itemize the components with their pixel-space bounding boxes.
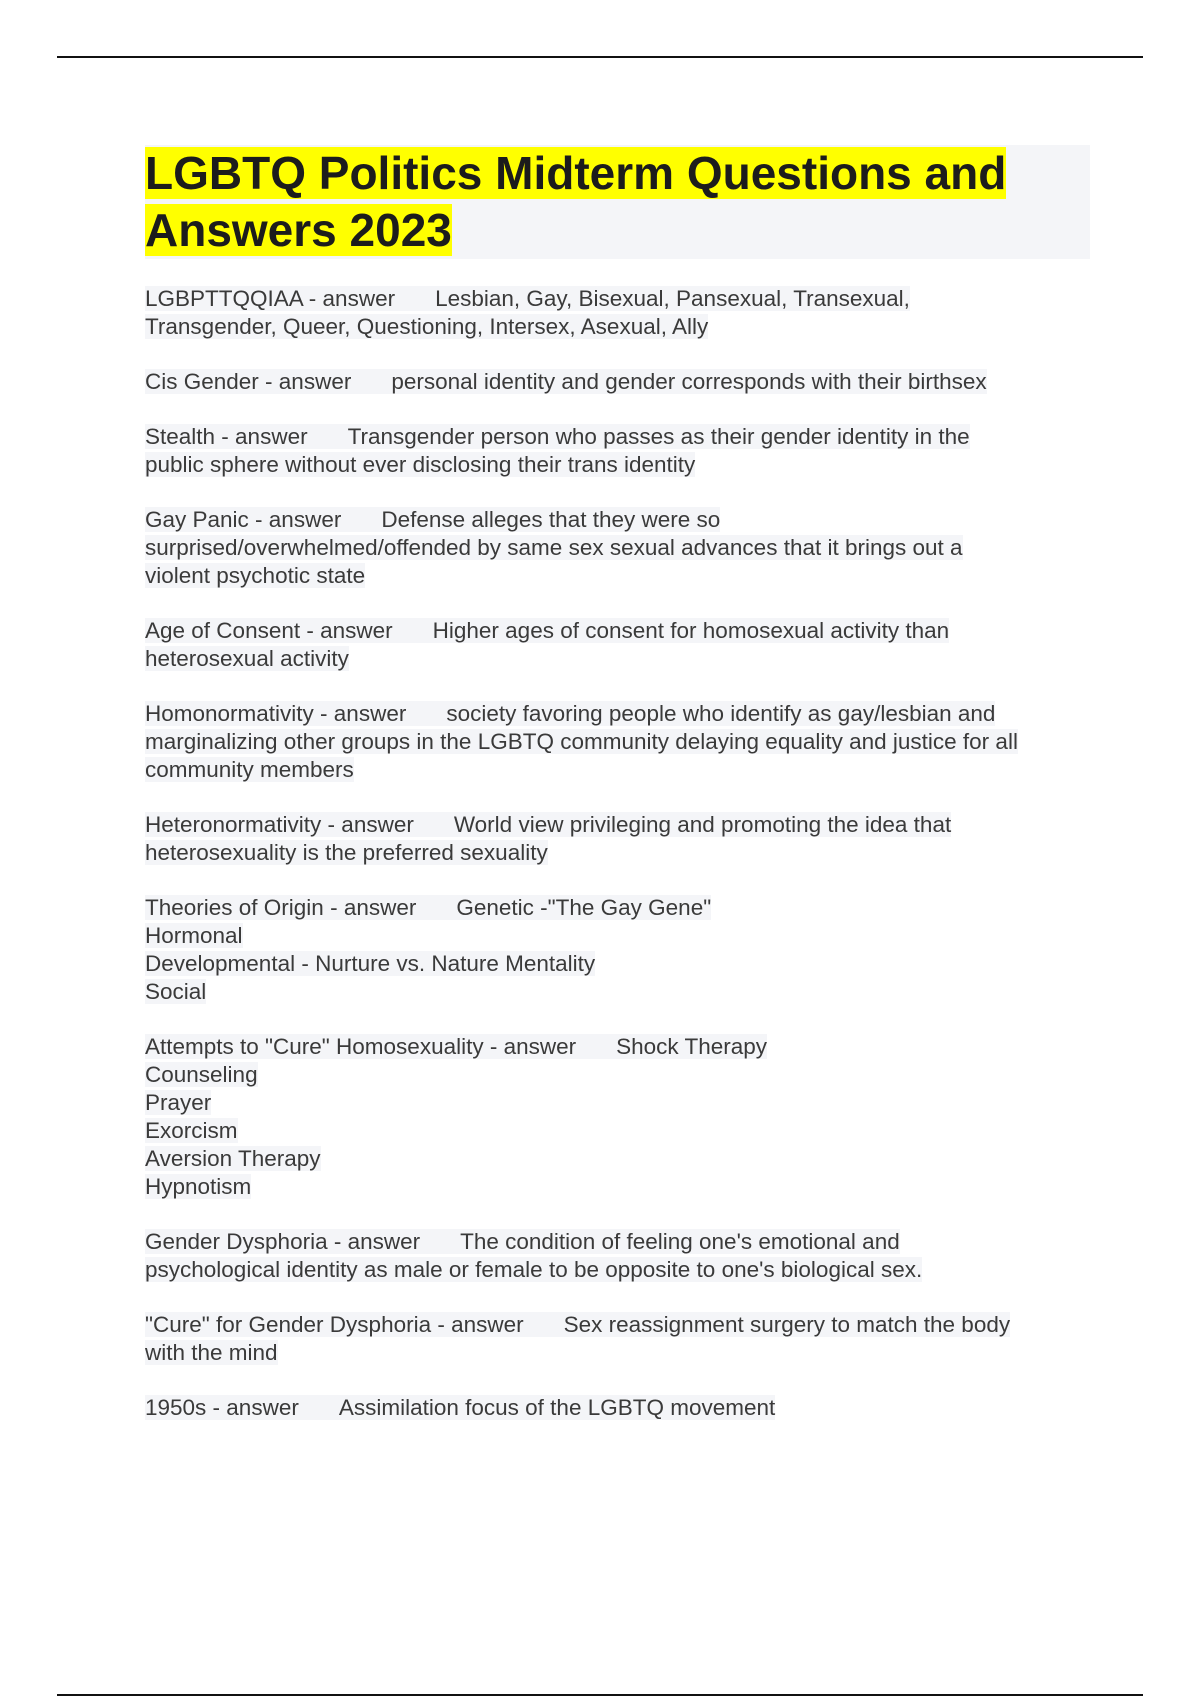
qa-line-text [145,979,206,1004]
qa-answer: Genetic -"The Gay Gene" [456,895,712,920]
qa-entry-line [145,313,1090,341]
qa-line-text [145,840,548,865]
qa-term: Cis Gender - answer [145,369,352,394]
qa-entry [145,1228,1090,1284]
qa-entry [145,1311,1090,1367]
header-rule [57,56,1143,58]
qa-entry [145,700,1090,784]
qa-line-text [145,812,951,837]
qa-answer: Lesbian, Gay, Bisexual, Pansexual, Transexual, [435,286,910,311]
qa-entry [145,811,1090,867]
qa-answer-continued: psychological identity as male or female to be opposite to one's biological sex. [145,1257,923,1282]
qa-line-text [145,618,949,643]
qa-entry-line [145,368,1090,396]
qa-entry-line [145,423,1090,451]
qa-entry [145,617,1090,673]
qa-line-text [145,729,1018,754]
qa-line-text [145,452,695,477]
qa-term: Theories of Origin - answer [145,895,417,920]
qa-line-text [145,563,365,588]
qa-answer: Shock Therapy [616,1034,768,1059]
qa-entry [145,506,1090,590]
qa-term: Attempts to "Cure" Homosexuality - answer [145,1034,577,1059]
qa-answer-continued: Counseling [145,1062,258,1087]
qa-line-text [145,1062,258,1087]
qa-line-text [145,923,243,948]
qa-line-text [145,507,720,532]
qa-term: "Cure" for Gender Dysphoria - answer [145,1312,524,1337]
qa-answer: Transgender person who passes as their gender identity in the [347,424,970,449]
qa-answer: World view privileging and promoting the idea that [453,812,952,837]
qa-entry-line [145,811,1090,839]
qa-answer-continued: Hypnotism [145,1174,252,1199]
document-body [145,145,1090,1449]
qa-list [145,285,1090,1422]
qa-entry-line [145,1173,1090,1201]
qa-entry-line [145,922,1090,950]
qa-answer-continued: Exorcism [145,1118,238,1143]
qa-entry-line [145,1117,1090,1145]
qa-line-text [145,951,595,976]
qa-line-text [145,1174,251,1199]
qa-answer-continued: with the mind [145,1340,278,1365]
qa-entry-line [145,756,1090,784]
qa-answer-continued: marginalizing other groups in the LGBTQ community delaying equality and justice for all [145,729,1018,754]
qa-line-text [145,1395,775,1420]
qa-answer-continued: Prayer [145,1090,212,1115]
qa-entry-line [145,617,1090,645]
document-title [145,145,1090,259]
qa-term: Homonormativity - answer [145,701,407,726]
qa-entry-line [145,1145,1090,1173]
qa-term: Age of Consent - answer [145,618,393,643]
qa-entry-line [145,978,1090,1006]
qa-answer: Higher ages of consent for homosexual activity than [432,618,950,643]
qa-line-text [145,1312,1010,1337]
qa-entry-line [145,1061,1090,1089]
qa-entry-line [145,1311,1090,1339]
qa-term: Gender Dysphoria - answer [145,1229,421,1254]
qa-line-text [145,701,995,726]
qa-answer-continued: Hormonal [145,923,243,948]
qa-entry-line [145,894,1090,922]
qa-entry-line [145,700,1090,728]
qa-entry [145,1394,1090,1422]
qa-answer-continued: community members [145,757,354,782]
qa-answer-continued: public sphere without ever disclosing their trans identity [145,452,696,477]
qa-answer-continued: surprised/overwhelmed/offended by same sex sexual advances that it brings out a [145,535,963,560]
qa-entry-line [145,451,1090,479]
title-highlight: LGBTQ Politics Midterm Questions and Answers 2023 [145,147,1007,256]
qa-entry-line [145,728,1090,756]
qa-term: 1950s - answer [145,1395,299,1420]
qa-line-text [145,1257,922,1282]
qa-term: Stealth - answer [145,424,308,449]
qa-entry [145,1033,1090,1201]
qa-line-text [145,314,708,339]
qa-entry-line [145,1394,1090,1422]
qa-answer-continued: Social [145,979,207,1004]
qa-entry-line [145,506,1090,534]
qa-answer: Defense alleges that they were so [381,507,721,532]
qa-entry [145,423,1090,479]
qa-entry-line [145,562,1090,590]
qa-entry-line [145,645,1090,673]
qa-line-text [145,895,711,920]
qa-line-text [145,1340,278,1365]
qa-answer: society favoring people who identify as gay/lesbian and [446,701,996,726]
qa-answer: Assimilation focus of the LGBTQ movement [338,1395,776,1420]
qa-line-text [145,424,970,449]
footer-rule [57,1694,1143,1696]
qa-entry-line [145,839,1090,867]
qa-answer-continued: heterosexual activity [145,646,349,671]
qa-line-text [145,757,354,782]
qa-line-text [145,1118,238,1143]
qa-line-text [145,1090,211,1115]
qa-entry-line [145,1228,1090,1256]
qa-entry [145,285,1090,341]
qa-answer: Sex reassignment surgery to match the body [563,1312,1011,1337]
qa-line-text [145,535,963,560]
qa-answer-continued: Transgender, Queer, Questioning, Intersex, Asexual, Ally [145,314,709,339]
qa-entry-line [145,1339,1090,1367]
qa-line-text [145,369,987,394]
qa-entry-line [145,1256,1090,1284]
qa-line-text [145,646,349,671]
qa-entry [145,894,1090,1006]
qa-line-text [145,1229,900,1254]
title-block [145,145,1090,259]
qa-answer-continued: Aversion Therapy [145,1146,321,1171]
qa-entry-line [145,285,1090,313]
qa-term: LGBPTTQQIAA - answer [145,286,396,311]
qa-answer-continued: heterosexuality is the preferred sexuality [145,840,548,865]
qa-line-text [145,286,910,311]
qa-answer: personal identity and gender corresponds with their birthsex [391,369,987,394]
qa-answer: The condition of feeling one's emotional and [460,1229,900,1254]
qa-entry [145,368,1090,396]
qa-line-text [145,1146,321,1171]
qa-line-text [145,1034,767,1059]
qa-term: Heteronormativity - answer [145,812,414,837]
qa-answer-continued: violent psychotic state [145,563,366,588]
qa-entry-line [145,950,1090,978]
qa-entry-line [145,534,1090,562]
qa-term: Gay Panic - answer [145,507,342,532]
qa-entry-line [145,1089,1090,1117]
qa-entry-line [145,1033,1090,1061]
qa-answer-continued: Developmental - Nurture vs. Nature Mentality [145,951,596,976]
